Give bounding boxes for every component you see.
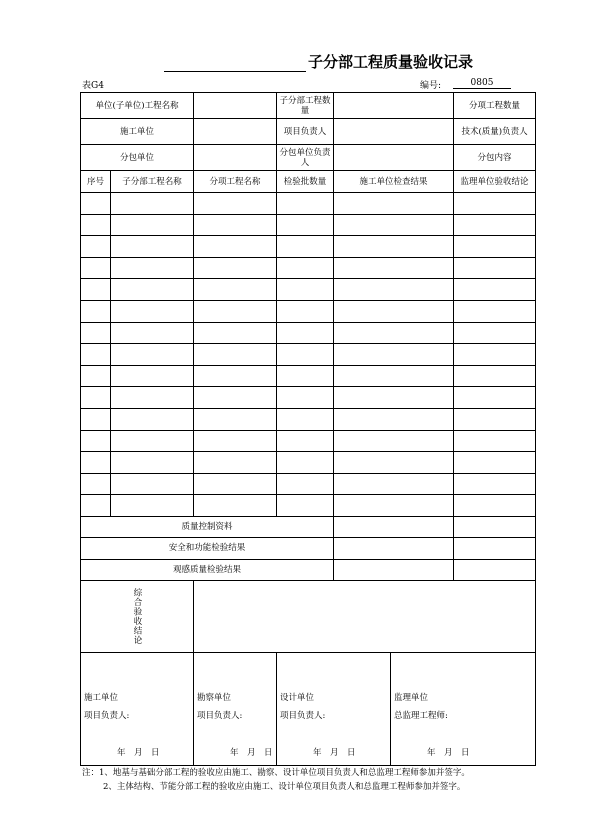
cell-supervisor-conclusion[interactable] <box>454 322 536 344</box>
signature-person-label: 总监理工程师: <box>394 710 448 721</box>
cell-subdivision-name[interactable] <box>111 279 194 301</box>
cell-supervisor-conclusion[interactable] <box>454 193 536 215</box>
cell-batch-qty[interactable] <box>277 387 334 409</box>
cell-index[interactable] <box>81 322 111 344</box>
summary-supervisor-value[interactable] <box>454 538 536 559</box>
cell-contractor-result[interactable] <box>334 236 454 258</box>
info-row <box>81 119 536 145</box>
cell-batch-qty[interactable] <box>277 473 334 495</box>
title-underline <box>164 71 306 72</box>
form-code: 表G4 <box>82 81 104 91</box>
table-row <box>81 322 536 344</box>
cell-item-name[interactable] <box>194 300 277 322</box>
signature-block <box>81 653 193 765</box>
col-header-contractor-result: 施工单位检查结果 <box>334 171 454 193</box>
summary-contractor-value[interactable] <box>334 559 454 580</box>
col-header-batch-qty: 检验批数量 <box>277 171 334 193</box>
cell-subdivision-name[interactable] <box>111 408 194 430</box>
subcontract-unit-label: 分包单位 <box>81 145 194 171</box>
table-row <box>81 257 536 279</box>
cell-contractor-result[interactable] <box>334 279 454 301</box>
cell-batch-qty[interactable] <box>277 408 334 430</box>
page-title: 子分部工程质量验收记录 <box>308 53 474 71</box>
cell-item-name[interactable] <box>194 452 277 474</box>
cell-contractor-result[interactable] <box>334 408 454 430</box>
summary-label: 质量控制资料 <box>81 516 334 537</box>
cell-batch-qty[interactable] <box>277 300 334 322</box>
signature-date-label: 年 月 日 <box>230 747 273 758</box>
cell-index[interactable] <box>81 387 111 409</box>
signature-unit-label: 监理单位 <box>394 692 429 703</box>
cell-batch-qty[interactable] <box>277 452 334 474</box>
cell-item-name[interactable] <box>194 193 277 215</box>
table-row <box>81 365 536 387</box>
conclusion-row <box>81 580 536 652</box>
cell-item-name[interactable] <box>194 322 277 344</box>
signature-unit-label: 施工单位 <box>84 692 119 703</box>
column-header-row <box>81 171 536 193</box>
project-manager-label: 项目负责人 <box>277 119 334 145</box>
signature-person-label: 项目负责人: <box>197 710 243 721</box>
cell-contractor-result[interactable] <box>334 495 454 517</box>
summary-contractor-value[interactable] <box>334 538 454 559</box>
cell-item-name[interactable] <box>194 257 277 279</box>
summary-row <box>81 516 536 537</box>
cell-contractor-result[interactable] <box>334 344 454 366</box>
cell-supervisor-conclusion[interactable] <box>454 344 536 366</box>
unit-name-value[interactable] <box>194 93 277 119</box>
number-label: 编号: <box>420 81 442 91</box>
cell-batch-qty[interactable] <box>277 193 334 215</box>
col-header-supervisor-conclusion: 监理单位验收结论 <box>454 171 536 193</box>
cell-item-name[interactable] <box>194 236 277 258</box>
cell-item-name[interactable] <box>194 408 277 430</box>
summary-label: 观感质量检验结果 <box>81 559 334 580</box>
summary-row <box>81 559 536 580</box>
cell-index[interactable] <box>81 408 111 430</box>
cell-batch-qty[interactable] <box>277 257 334 279</box>
tech-manager-label: 技术(质量)负责人 <box>454 119 536 145</box>
cell-supervisor-conclusion[interactable] <box>454 452 536 474</box>
summary-contractor-value[interactable] <box>334 516 454 537</box>
cell-subdivision-name[interactable] <box>111 322 194 344</box>
table-row <box>81 387 536 409</box>
cell-index[interactable] <box>81 300 111 322</box>
signature-date-label: 年 月 日 <box>117 747 160 758</box>
number-value[interactable]: 0805 <box>453 78 511 89</box>
cell-batch-qty[interactable] <box>277 430 334 452</box>
signature-date-label: 年 月 日 <box>313 747 356 758</box>
cell-batch-qty[interactable] <box>277 236 334 258</box>
cell-batch-qty[interactable] <box>277 279 334 301</box>
signature-cell[interactable] <box>391 652 536 765</box>
cell-index[interactable] <box>81 430 111 452</box>
note-line-2: 2、主体结构、节能分部工程的验收应由施工、设计单位项目负责人和总监理工程师参加并签字。 <box>103 782 466 792</box>
cell-index[interactable] <box>81 193 111 215</box>
col-header-index: 序号 <box>81 171 111 193</box>
project-manager-value[interactable] <box>334 119 454 145</box>
cell-index[interactable] <box>81 257 111 279</box>
conclusion-value[interactable] <box>194 580 536 652</box>
subdiv-qty-label: 子分部工程数量 <box>277 93 334 119</box>
summary-label: 安全和功能检验结果 <box>81 538 334 559</box>
table-row <box>81 344 536 366</box>
cell-subdivision-name[interactable] <box>111 473 194 495</box>
cell-batch-qty[interactable] <box>277 322 334 344</box>
cell-subdivision-name[interactable] <box>111 430 194 452</box>
cell-contractor-result[interactable] <box>334 257 454 279</box>
cell-contractor-result[interactable] <box>334 193 454 215</box>
construction-unit-label: 施工单位 <box>81 119 194 145</box>
note-line-1: 注：1、地基与基础分部工程的验收应由施工、勘察、设计单位项目负责人和总监理工程师参加并签字。 <box>82 768 470 778</box>
cell-index[interactable] <box>81 236 111 258</box>
summary-supervisor-value[interactable] <box>454 559 536 580</box>
table-row <box>81 430 536 452</box>
cell-batch-qty[interactable] <box>277 495 334 517</box>
signature-block <box>194 653 276 765</box>
signature-date-label: 年 月 日 <box>427 747 470 758</box>
cell-supervisor-conclusion[interactable] <box>454 473 536 495</box>
cell-supervisor-conclusion[interactable] <box>454 365 536 387</box>
item-qty-label: 分项工程数量 <box>454 93 536 119</box>
cell-subdivision-name[interactable] <box>111 257 194 279</box>
subdiv-qty-value[interactable] <box>334 93 454 119</box>
signature-unit-label: 勘察单位 <box>197 692 232 703</box>
cell-index[interactable] <box>81 344 111 366</box>
cell-supervisor-conclusion[interactable] <box>454 236 536 258</box>
cell-contractor-result[interactable] <box>334 452 454 474</box>
table-row <box>81 193 536 215</box>
cell-subdivision-name[interactable] <box>111 495 194 517</box>
cell-contractor-result[interactable] <box>334 322 454 344</box>
col-header-subdivision: 子分部工程名称 <box>111 171 194 193</box>
table-row <box>81 300 536 322</box>
cell-subdivision-name[interactable] <box>111 236 194 258</box>
info-row <box>81 93 536 119</box>
cell-contractor-result[interactable] <box>334 430 454 452</box>
signature-block <box>277 653 390 765</box>
cell-supervisor-conclusion[interactable] <box>454 408 536 430</box>
cell-item-name[interactable] <box>194 279 277 301</box>
cell-batch-qty[interactable] <box>277 214 334 236</box>
conclusion-label <box>81 580 194 652</box>
table-row <box>81 452 536 474</box>
cell-contractor-result[interactable] <box>334 214 454 236</box>
subcontract-content-label: 分包内容 <box>454 145 536 171</box>
cell-index[interactable] <box>81 495 111 517</box>
cell-supervisor-conclusion[interactable] <box>454 214 536 236</box>
cell-supervisor-conclusion[interactable] <box>454 387 536 409</box>
subcontract-manager-value[interactable] <box>334 145 454 171</box>
unit-name-label: 单位(子单位)工程名称 <box>81 93 194 119</box>
cell-batch-qty[interactable] <box>277 365 334 387</box>
subcontract-manager-label: 分包单位负责人 <box>277 145 334 171</box>
summary-supervisor-value[interactable] <box>454 516 536 537</box>
cell-contractor-result[interactable] <box>334 473 454 495</box>
cell-index[interactable] <box>81 452 111 474</box>
cell-supervisor-conclusion[interactable] <box>454 257 536 279</box>
cell-subdivision-name[interactable] <box>111 214 194 236</box>
construction-unit-value[interactable] <box>194 119 277 145</box>
cell-index[interactable] <box>81 365 111 387</box>
table-row <box>81 279 536 301</box>
cell-item-name[interactable] <box>194 365 277 387</box>
cell-supervisor-conclusion[interactable] <box>454 279 536 301</box>
cell-supervisor-conclusion[interactable] <box>454 300 536 322</box>
cell-item-name[interactable] <box>194 344 277 366</box>
signature-cell[interactable] <box>81 652 194 765</box>
table-row <box>81 495 536 517</box>
cell-subdivision-name[interactable] <box>111 193 194 215</box>
table-row <box>81 473 536 495</box>
cell-index[interactable] <box>81 279 111 301</box>
cell-index[interactable] <box>81 214 111 236</box>
signature-cell[interactable] <box>194 652 277 765</box>
table-row <box>81 236 536 258</box>
cell-subdivision-name[interactable] <box>111 387 194 409</box>
cell-item-name[interactable] <box>194 473 277 495</box>
signature-unit-label: 设计单位 <box>280 692 315 703</box>
signature-block <box>391 653 535 765</box>
cell-batch-qty[interactable] <box>277 344 334 366</box>
signature-row <box>81 652 536 765</box>
cell-item-name[interactable] <box>194 495 277 517</box>
signature-cell[interactable] <box>277 652 391 765</box>
info-row <box>81 145 536 171</box>
cell-item-name[interactable] <box>194 430 277 452</box>
cell-supervisor-conclusion[interactable] <box>454 430 536 452</box>
table-row <box>81 214 536 236</box>
conclusion-label-text: 综合验收结论 <box>132 587 142 645</box>
cell-subdivision-name[interactable] <box>111 452 194 474</box>
table-row <box>81 408 536 430</box>
cell-subdivision-name[interactable] <box>111 300 194 322</box>
col-header-item: 分项工程名称 <box>194 171 277 193</box>
signature-person-label: 项目负责人: <box>280 710 326 721</box>
cell-item-name[interactable] <box>194 214 277 236</box>
signature-person-label: 项目负责人: <box>84 710 130 721</box>
cell-subdivision-name[interactable] <box>111 344 194 366</box>
cell-index[interactable] <box>81 473 111 495</box>
subcontract-unit-value[interactable] <box>194 145 277 171</box>
acceptance-table <box>80 92 536 766</box>
cell-supervisor-conclusion[interactable] <box>454 495 536 517</box>
cell-contractor-result[interactable] <box>334 300 454 322</box>
summary-row <box>81 538 536 559</box>
cell-subdivision-name[interactable] <box>111 365 194 387</box>
cell-item-name[interactable] <box>194 387 277 409</box>
cell-contractor-result[interactable] <box>334 365 454 387</box>
cell-contractor-result[interactable] <box>334 387 454 409</box>
